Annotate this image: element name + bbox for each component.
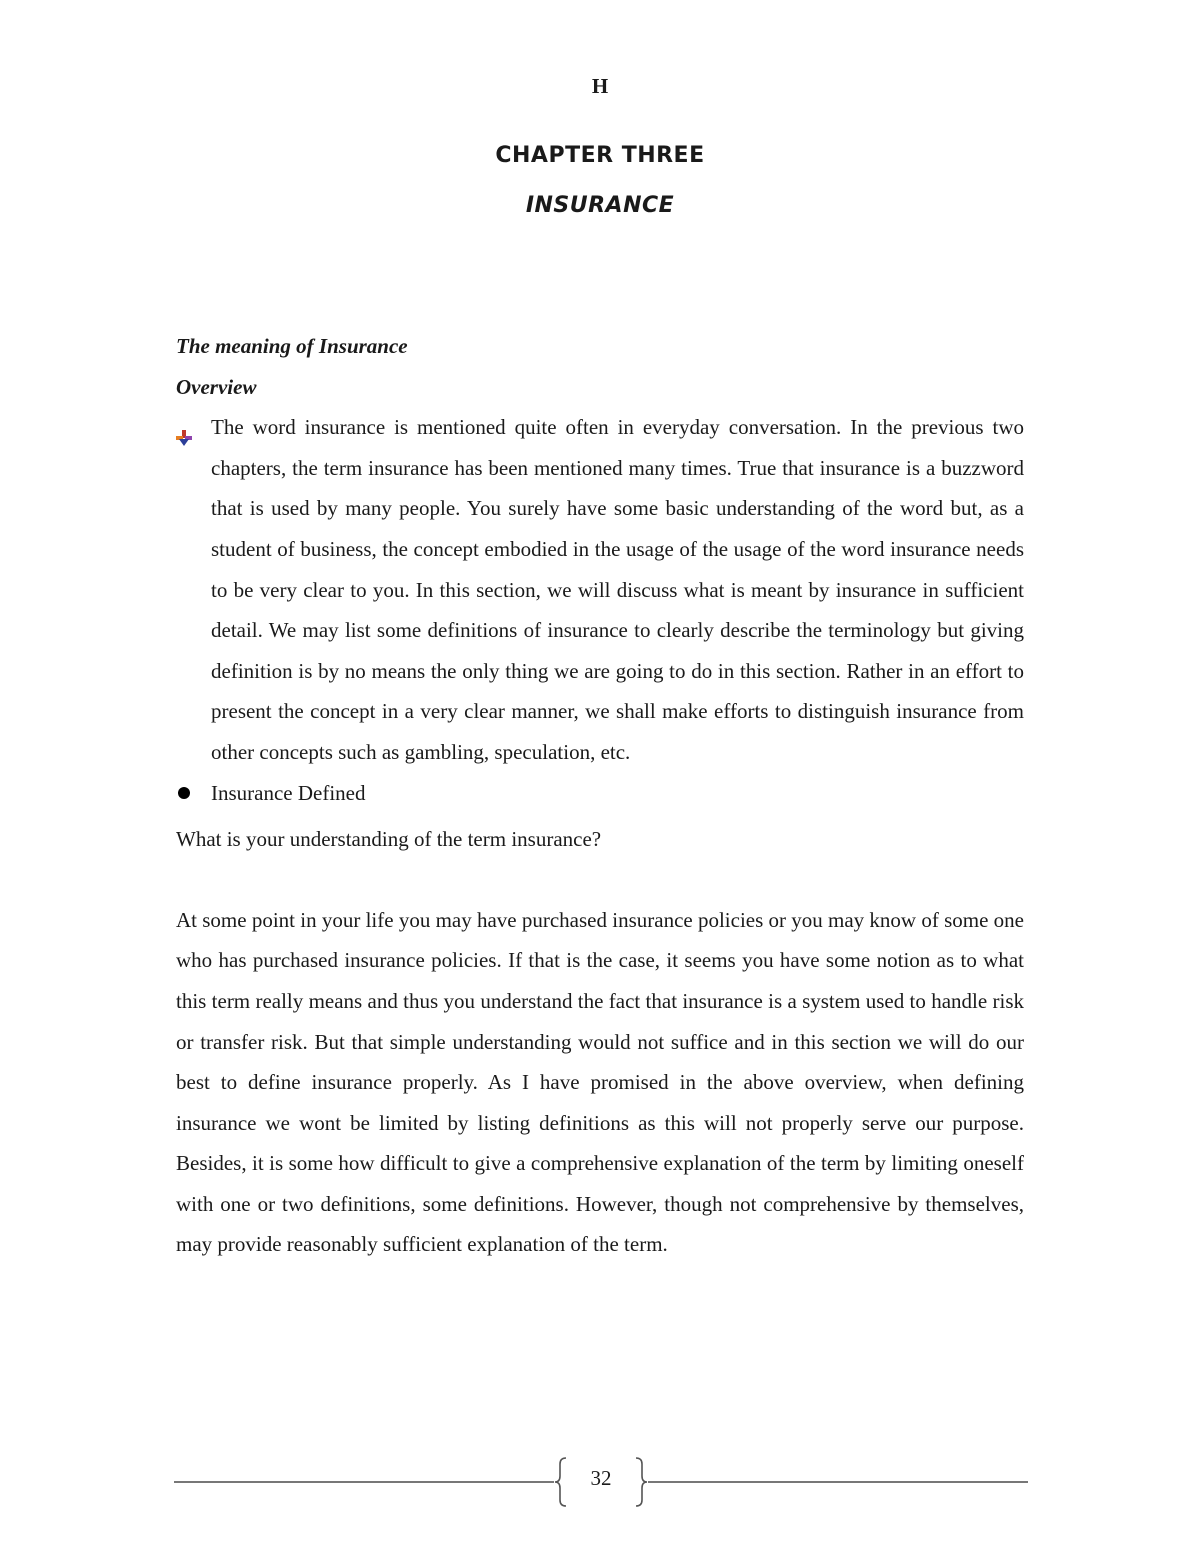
defined-bullet <box>176 773 1024 814</box>
question-text: What is your understanding of the term insurance? <box>176 827 602 852</box>
round-bullet-icon <box>178 787 190 799</box>
defined-text: Insurance Defined <box>211 780 366 805</box>
page-footer <box>174 1456 1028 1508</box>
header-letter: H <box>591 74 609 98</box>
body-paragraph: At some point in your life you may have purchased insurance policies or you may know of some one who has purchased insurance policies. If that is the case, it seems you have some notion as to what this term really means and thus you understand the fact that insurance is a system used to handle risk or transfer risk. But that simple understanding would not suffice and in this section we will do our best to define insurance properly. As I have promised in the above overview, when defining insurance we wont be limited by listing definitions as this will not properly serve our purpose. Besides, it is some how difficult to give a comprehensive explanation of the term by limiting oneself with one or two definitions, some definitions. However, though not comprehensive by themselves, may provide reasonably sufficient explanation of the term. <box>176 907 1024 1257</box>
arrow-bullet-icon <box>176 419 192 435</box>
overview-text: The word insurance is mentioned quite often in everyday conversation. In the previous two chapters, the term insurance has been mentioned many times. True that insurance is a buzzword that is used by many people. You surely have some basic understanding of the word but, as a student of business, the concept embodied in the usage of the usage of the word insurance needs to be very clear to you. In this section, we will discuss what is meant by insurance in sufficient detail. We may list some definitions of insurance to clearly describe the terminology but giving definition is by no means the only thing we are going to do in this section. Rather in an effort to present the concept in a very clear manner, we shall make efforts to distinguish insurance from other concepts such as gambling, speculation, etc. <box>211 415 1024 764</box>
footer-rule-right <box>648 1481 1028 1483</box>
chapter-title: CHAPTER THREE <box>495 143 705 168</box>
section-heading: The meaning of Insurance <box>176 334 408 358</box>
left-brace-icon <box>554 1456 568 1508</box>
page-number: 32 <box>590 1466 612 1490</box>
content-body <box>176 326 1024 1265</box>
section-subheading: Overview <box>176 374 257 399</box>
overview-bullet <box>176 407 1024 772</box>
right-brace-icon <box>634 1456 648 1508</box>
chapter-subtitle: INSURANCE <box>525 193 675 218</box>
footer-rule-left <box>174 1481 554 1483</box>
paragraph-spacer <box>176 860 1024 900</box>
